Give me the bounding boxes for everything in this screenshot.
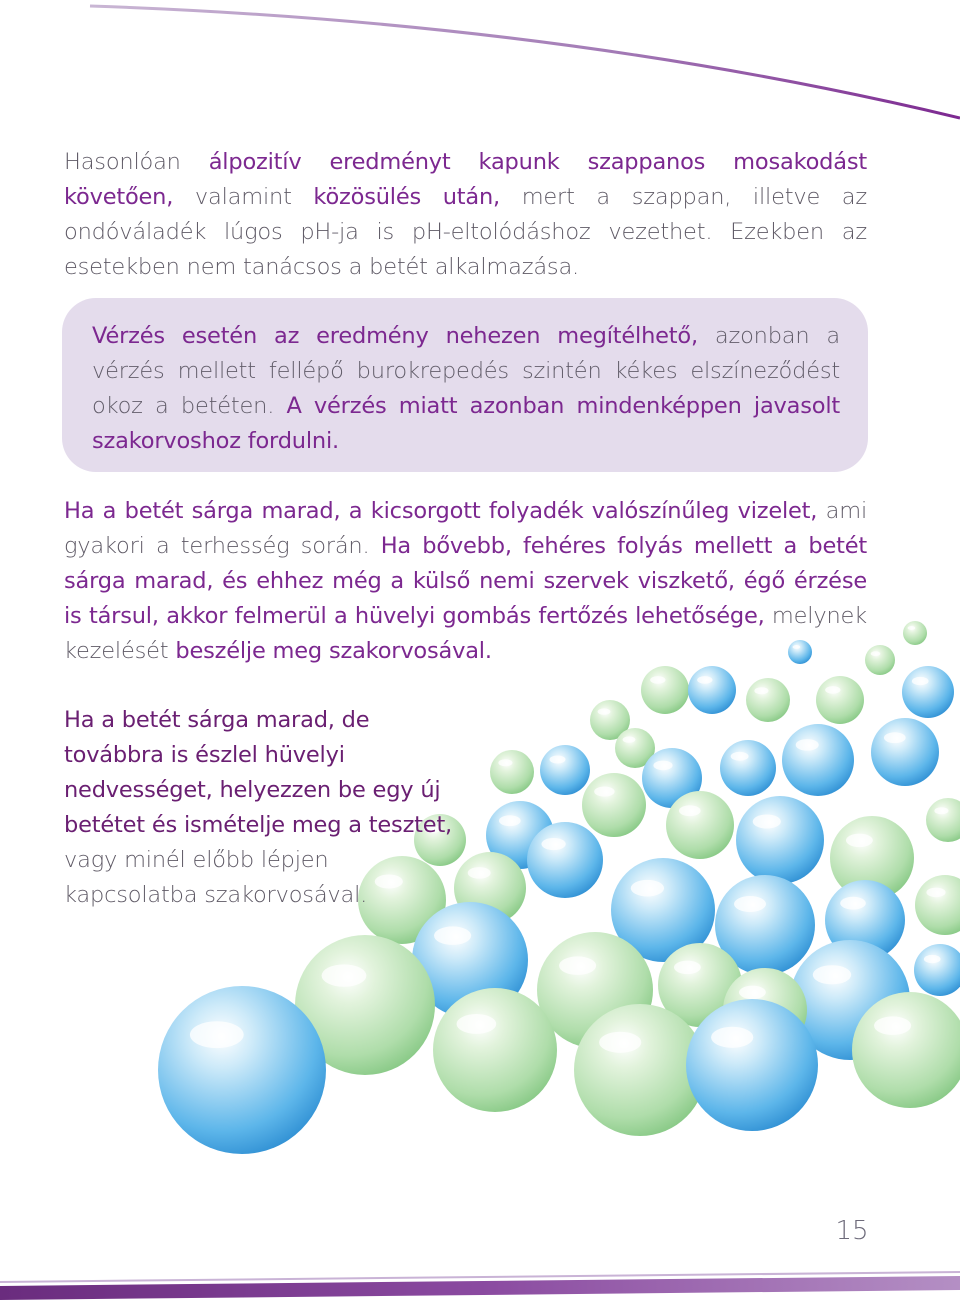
bubble-highlight [846,834,873,847]
bubble-highlight [825,686,840,694]
bubble-highlight [468,867,491,879]
bubble-highlight [711,1027,753,1048]
bubble-highlight [697,676,712,684]
paragraph-false-positive: Hasonlóan álpozitív eredményt kapunk szappanos mosakodást követően, valamint közösülés után, mert a szappan, illetve az ondóváladék lúgos pH-ja is pH-eltolódáshoz vezethet. Ezekben az esetekben nem tanácsos a betét alkalmazása. [64,149,867,280]
bubble-highlight [322,964,367,986]
bubble-highlight [926,888,945,898]
bubble-highlight [650,676,665,684]
bubble-highlight [739,986,766,999]
paragraph-yellow-result: Ha a betét sárga marad, a kicsorgott folyadék valószínűleg vizelet, ami gyakori a terhesség során. Ha bővebb, fehéres folyás mellett a betét sárga marad, és ehhez még a külső nemi szervek viszkető, égő érzése is társul, akkor felmerül a hüvelyi gombás fertőzés lehetősége, melynek kezelését beszélje meg szakorvosával. [64,498,867,664]
paragraph-repeat-test: Ha a betét sárga marad, de továbbra is észlel hüvelyi nedvességet, helyezzen be egy új betétet és ismételje meg a tesztet, vagy minél előbb lépjen kapcsolatba szakorvosával. [64,707,453,908]
bubble-highlight [754,687,768,694]
bubble-highlight [550,756,566,764]
green-bubble [816,676,864,724]
bubble-highlight [884,732,906,743]
blue-bubble [782,724,854,796]
bubble-highlight [871,651,881,656]
blue-bubble [736,796,824,884]
bubble-highlight [457,1014,497,1034]
bubble-highlight [498,759,512,766]
highlight-text: álpozitív eredményt kapunk szappanos mosakodást követően, [64,149,867,210]
green-bubble [433,988,557,1112]
bubble-highlight [599,1032,641,1053]
green-bubble [490,750,534,794]
bubble-highlight [631,880,664,897]
bubble-highlight [874,1016,911,1035]
green-bubble [746,678,790,722]
blue-bubble [158,986,326,1154]
bubble-highlight [434,926,471,945]
bubble-highlight [734,896,766,912]
bubble-highlight [541,838,565,850]
blue-bubble [914,944,960,996]
highlight-text: A vérzés miatt azonban mindenképpen javasolt szakorvoshoz fordulni. [92,393,841,454]
blue-bubble [686,999,818,1131]
bubble-highlight [623,736,636,742]
blue-bubble [540,745,590,795]
bubble-highlight [594,786,614,796]
bubble-highlight [924,955,941,963]
blue-bubble [688,666,736,714]
green-bubble [865,645,895,675]
highlight-text: beszélje meg szakorvosával. [175,638,492,664]
page-number: 15 [835,1216,869,1246]
bubble-highlight [912,677,929,685]
highlight-text: közösülés után, [313,184,500,210]
bubble-highlight [559,956,596,975]
bubble-highlight [679,805,701,816]
highlight-text: Ha bővebb, fehéres folyás mellett a betét sárga marad, és ehhez még a külső nemi szervek viszkető, égő érzése is társul, akkor felmerül a hüvelyi gombás fertőzés lehetősége, [64,533,867,629]
bubble-highlight [731,752,749,761]
highlight-text: Vérzés esetén az eredmény nehezen megítélhető, [92,323,698,349]
bubble-highlight [499,815,521,826]
bottom-decorative-band [0,1270,960,1302]
bubble-highlight [840,897,866,910]
bubble-highlight [796,739,819,751]
green-bubble [926,798,960,842]
bubble-highlight [598,708,611,714]
blue-bubble [527,822,603,898]
blue-bubble [871,718,939,786]
green-bubble [641,666,689,714]
bubble-highlight [190,1021,244,1048]
bubble-highlight [674,961,701,974]
bubble-highlight [653,761,672,771]
green-bubble [582,773,646,837]
bubble-highlight [753,814,781,828]
bubble-highlight [908,626,916,630]
green-bubble [903,621,927,645]
green-bubble [915,875,960,935]
bubble-highlight [813,965,851,984]
blue-bubble [720,740,776,796]
callout-text: Vérzés esetén az eredmény nehezen megítélhető, azonban a vérzés mellett fellépő burokrepedés szintén kékes elszíneződést okoz a betéten. A vérzés miatt azonban mindenképpen javasolt szakorvoshoz fordulni. [92,323,841,454]
highlight-text: Ha a betét sárga marad, de továbbra is észlel hüvelyi nedvességet, helyezzen be egy új betétet és ismételje meg a tesztet, [64,707,453,838]
highlight-text: Ha a betét sárga marad, a kicsorgott folyadék valószínűleg vizelet, [64,498,818,524]
bubble-highlight [934,807,948,814]
green-bubble [666,791,734,859]
blue-bubble [902,666,954,718]
